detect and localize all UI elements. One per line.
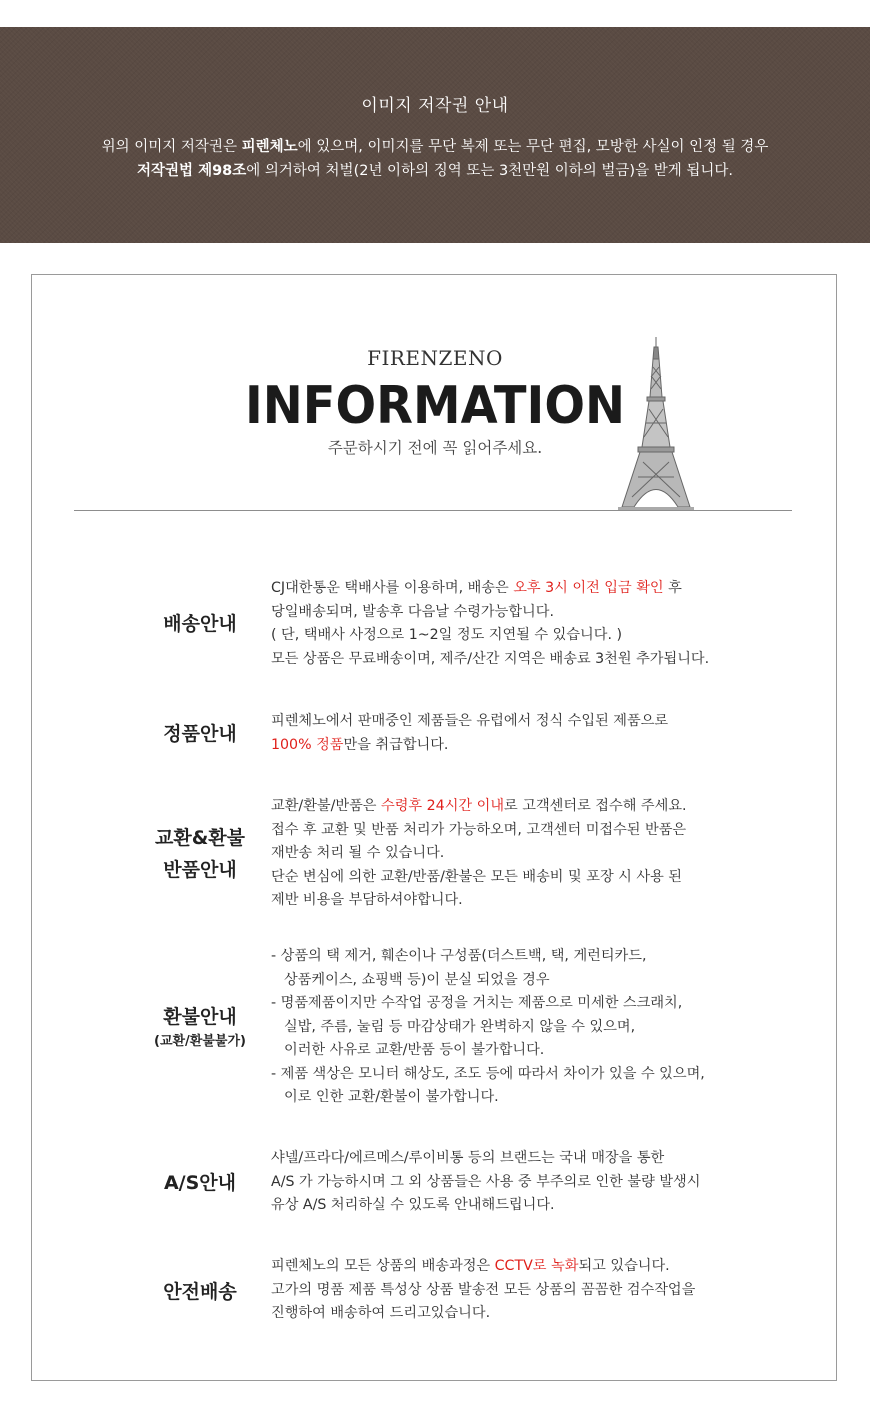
section-body bbox=[271, 577, 831, 671]
body-line: 재반송 처리 될 수 있습니다. bbox=[271, 845, 445, 861]
body-line: A/S 가 가능하시며 그 외 상품들은 사용 중 부주의로 인한 불량 발생시 bbox=[271, 1173, 701, 1190]
body-text: 교환/환불/반품은 bbox=[271, 798, 382, 814]
banner-text: 위의 이미지 저작권은 bbox=[101, 139, 242, 155]
eiffel-tower-icon bbox=[618, 337, 694, 511]
banner-text-line-1 bbox=[0, 137, 870, 157]
body-line bbox=[271, 734, 831, 758]
body-text: 되고 있습니다. bbox=[578, 1258, 670, 1274]
body-line: - 제품 색상은 모니터 해상도, 조도 등에 따라서 차이가 있을 수 있으며, bbox=[271, 1065, 705, 1082]
section-label: A/S안내 bbox=[163, 1172, 237, 1194]
copyright-banner bbox=[0, 27, 870, 243]
label-note: (교환/환불불가) bbox=[154, 1034, 246, 1049]
body-line: - 명품제품이지만 수작업 공정을 거치는 제품으로 미세한 스크래치, bbox=[271, 995, 683, 1011]
body-line: 샤넬/프라다/에르메스/루이비통 등의 브랜드는 국내 매장을 통한 bbox=[271, 1150, 665, 1166]
brand-name: FIRENZENO bbox=[367, 346, 503, 370]
section-body bbox=[271, 1147, 831, 1218]
label-line: 교환&환불 bbox=[155, 827, 245, 849]
body-line bbox=[271, 577, 831, 601]
section-body bbox=[271, 795, 831, 913]
banner-text: 에 의거하여 처벌(2년 이하의 징역 또는 3천만원 이하의 벌금)을 받게 됩니다. bbox=[246, 163, 733, 179]
body-line: 실밥, 주름, 눌림 등 마감상태가 완벽하지 않을 수 있으며, bbox=[284, 1018, 636, 1035]
section-label: 안전배송 bbox=[163, 1281, 237, 1303]
highlight-text: CCTV로 녹화 bbox=[494, 1258, 579, 1274]
body-text: 만을 취급합니다. bbox=[343, 736, 449, 753]
body-line: 피렌체노에서 판매중인 제품들은 유럽에서 정식 수입된 제품으로 bbox=[271, 713, 669, 729]
label-line: 반품안내 bbox=[163, 859, 237, 881]
body-line: 접수 후 교환 및 반품 처리가 가능하오며, 고객센터 미접수된 반품은 bbox=[271, 821, 687, 838]
body-line: 상품케이스, 쇼핑백 등)이 분실 되었을 경우 bbox=[284, 971, 550, 988]
section-body bbox=[271, 945, 831, 1110]
body-text: 피렌체노의 모든 상품의 배송과정은 bbox=[271, 1258, 495, 1274]
section-label bbox=[110, 822, 290, 886]
section-body bbox=[271, 710, 831, 757]
body-line: 고가의 명품 제품 특성상 상품 발송전 모든 상품의 꼼꼼한 검수작업을 bbox=[271, 1281, 696, 1298]
body-text: 후 bbox=[663, 580, 682, 596]
body-text: CJ대한통운 택배사를 이용하며, 배송은 bbox=[271, 580, 514, 596]
section-label bbox=[110, 1002, 290, 1052]
body-text: 로 고객센터로 접수해 주세요. bbox=[504, 798, 687, 814]
section-label: 정품안내 bbox=[163, 723, 237, 745]
label-line: 환불안내 bbox=[163, 1006, 237, 1028]
body-line: 이러한 사유로 교환/반품 등이 불가합니다. bbox=[284, 1042, 545, 1058]
banner-text: 에 있으며, 이미지를 무단 복제 또는 무단 편집, 모방한 사실이 인정 될 경우 bbox=[297, 139, 769, 155]
body-line: 모든 상품은 무료배송이며, 제주/산간 지역은 배송료 3천원 추가됩니다. bbox=[271, 650, 710, 667]
banner-title: 이미지 저작권 안내 bbox=[361, 96, 509, 116]
highlight-text: 100% 정품 bbox=[271, 736, 344, 753]
banner-law-name: 저작권법 제98조 bbox=[137, 163, 247, 179]
body-line: 당일배송되며, 발송후 다음날 수령가능합니다. bbox=[271, 603, 554, 620]
information-title: INFORMATION bbox=[244, 376, 626, 436]
section-body bbox=[271, 1255, 831, 1326]
body-line: 이로 인한 교환/환불이 불가합니다. bbox=[284, 1089, 499, 1105]
header-divider bbox=[74, 510, 792, 511]
body-line: ( 단, 택배사 사정으로 1~2일 정도 지연될 수 있습니다. ) bbox=[271, 627, 623, 643]
body-line bbox=[271, 795, 831, 819]
body-line: 유상 A/S 처리하실 수 있도록 안내해드립니다. bbox=[271, 1197, 555, 1213]
highlight-text: 오후 3시 이전 입금 확인 bbox=[513, 580, 664, 596]
body-line: 단순 변심에 의한 교환/반품/환불은 모든 배송비 및 포장 시 사용 된 bbox=[271, 868, 682, 885]
banner-brand-name: 피렌체노 bbox=[241, 139, 298, 155]
information-subtitle: 주문하시기 전에 꼭 읽어주세요. bbox=[327, 439, 543, 457]
body-line: - 상품의 택 제거, 훼손이나 구성품(더스트백, 택, 게런티카드, bbox=[271, 948, 647, 964]
highlight-text: 수령후 24시간 이내 bbox=[381, 798, 505, 814]
body-line bbox=[271, 1255, 831, 1279]
body-line: 진행하여 배송하여 드리고있습니다. bbox=[271, 1305, 491, 1321]
banner-text-line-2 bbox=[0, 161, 870, 181]
body-line: 제반 비용을 부담하셔야합니다. bbox=[271, 892, 463, 908]
section-label: 배송안내 bbox=[163, 613, 237, 635]
